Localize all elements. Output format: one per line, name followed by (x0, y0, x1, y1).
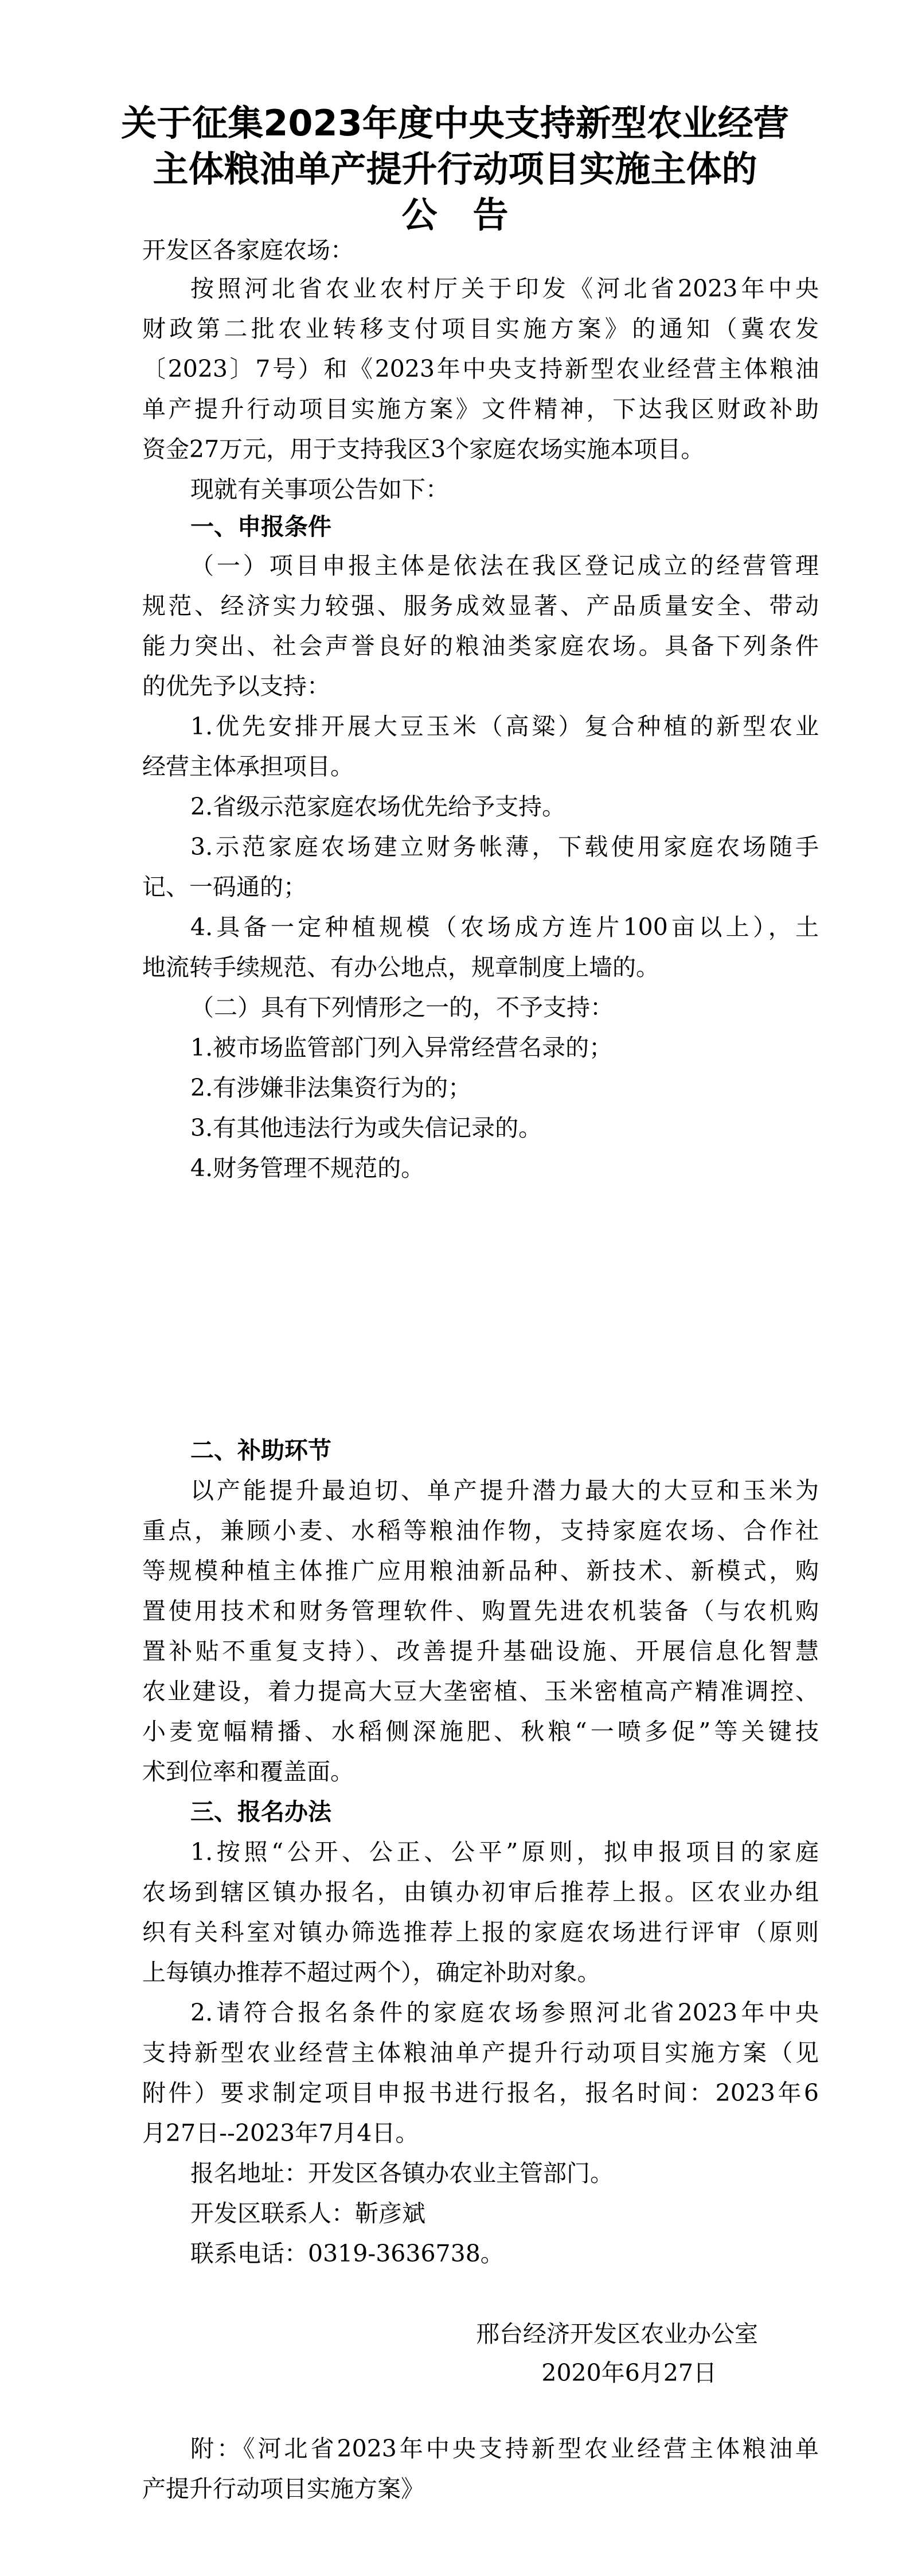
signature-office: 邢台经济开发区农业办公室 (476, 2320, 758, 2348)
intro-line-4: 单产提升行动项目实施方案》文件精神，下达我区财政补助 (142, 395, 819, 423)
s1-p1-line-4: 的优先予以支持： (142, 672, 330, 700)
intro-line-1: 按照河北省农业农村厅关于印发《河北省2023年中央 (190, 275, 819, 302)
s3-m1-line-1: 1.按照“公开、公正、公平”原则，拟申报项目的家庭 (190, 1838, 819, 1866)
attachment-line-2: 产提升行动项目实施方案》 (142, 2475, 424, 2503)
s3-m1-line-3: 织有关科室对镇办筛选推荐上报的家庭农场进行评审（原则 (142, 1919, 819, 1946)
s1-p2: （二）具有下列情形之一的，不予支持： (190, 994, 614, 1021)
intro-line-5: 资金27万元，用于支持我区3个家庭农场实施本项目。 (142, 435, 705, 463)
s2-line-5: 置补贴不重复支持）、改善提升基础设施、开展信息化智慧 (142, 1637, 819, 1665)
s1-cond-4-line-2: 地流转手续规范、有办公地点，规章制度上墙的。 (142, 954, 659, 981)
s3-phone: 联系电话：0319-3636738。 (190, 2240, 504, 2267)
s1-p1-line-3: 能力突出、社会声誉良好的粮油类家庭农场。具备下列条件 (142, 632, 819, 660)
s2-line-8: 术到位率和覆盖面。 (142, 1758, 354, 1785)
s2-line-6: 农业建设，着力提高大豆大垄密植、玉米密植高产精准调控、 (142, 1678, 819, 1705)
s1-excl-1: 1.被市场监管部门列入异常经营名录的； (190, 1034, 613, 1061)
s2-line-3: 等规模种植主体推广应用粮油新品种、新技术、新模式，购 (142, 1557, 819, 1585)
salutation: 开发区各家庭农场： (142, 236, 354, 264)
s2-line-7: 小麦宽幅精播、水稻侧深施肥、秋粮“一喷多促”等关键技 (142, 1718, 819, 1745)
s1-cond-3-line-1: 3.示范家庭农场建立财务帐薄，下载使用家庭农场随手 (190, 833, 819, 861)
s3-contact: 开发区联系人：靳彦斌 (190, 2200, 425, 2227)
s1-p1-line-2: 规范、经济实力较强、服务成效显著、产品质量安全、带动 (142, 592, 819, 620)
s2-line-1: 以产能提升最迫切、单产提升潜力最大的大豆和玉米为 (190, 1477, 819, 1504)
s2-line-2: 重点，兼顾小麦、水稻等粮油作物，支持家庭农场、合作社 (142, 1517, 819, 1544)
s1-cond-1-line-2: 经营主体承担项目。 (142, 753, 354, 780)
s3-m1-line-2: 农场到辖区镇办报名，由镇办初审后推荐上报。区农业办组 (142, 1878, 819, 1906)
section-3-heading: 三、报名办法 (190, 1798, 331, 1826)
title-line-1: 关于征集2023年度中央支持新型农业经营 (121, 102, 789, 144)
s1-p1-line-1: （一）项目申报主体是依法在我区登记成立的经营管理 (190, 552, 819, 579)
s3-address: 报名地址：开发区各镇办农业主管部门。 (190, 2159, 614, 2187)
signature-date: 2020年6月27日 (541, 2359, 717, 2387)
s3-m2-line-3: 附件）要求制定项目申报书进行报名，报名时间：2023年6 (142, 2079, 819, 2107)
s3-m1-line-4: 上每镇办推荐不超过两个），确定补助对象。 (142, 1959, 601, 1986)
section-1-heading: 一、申报条件 (190, 513, 331, 540)
intro-line-3: 〔2023〕7号）和《2023年中央支持新型农业经营主体粮油 (142, 355, 819, 383)
intro-line-2: 财政第二批农业转移支付项目实施方案》的通知（冀农发 (142, 315, 819, 343)
title-line-2: 主体粮油单产提升行动项目实施主体的 (153, 148, 757, 190)
s3-m2-line-1: 2.请符合报名条件的家庭农场参照河北省2023年中央 (190, 1999, 819, 2026)
s1-excl-2: 2.有涉嫌非法集资行为的； (190, 1074, 472, 1102)
s2-line-4: 置使用技术和财务管理软件、购置先进农机装备（与农机购 (142, 1597, 819, 1625)
intro-line-6: 现就有关事项公告如下： (190, 476, 449, 503)
s1-excl-3: 3.有其他违法行为或失信记录的。 (190, 1114, 542, 1142)
s1-cond-1-line-1: 1.优先安排开展大豆玉米（高粱）复合种植的新型农业 (190, 713, 819, 740)
s3-m2-line-4: 月27日--2023年7月4日。 (142, 2119, 419, 2147)
s1-cond-4-line-1: 4.具备一定种植规模（农场成方连片100亩以上），土 (190, 913, 819, 941)
s1-cond-3-line-2: 记、一码通的； (142, 873, 307, 901)
s1-cond-2: 2.省级示范家庭农场优先给予支持。 (190, 793, 566, 820)
s1-excl-4: 4.财务管理不规范的。 (190, 1154, 425, 1182)
attachment-line-1: 附：《河北省2023年中央支持新型农业经营主体粮油单 (190, 2435, 819, 2462)
s3-m2-line-2: 支持新型农业经营主体粮油单产提升行动项目实施方案（见 (142, 2039, 819, 2067)
section-2-heading: 二、补助环节 (190, 1437, 331, 1464)
title-line-3: 公 告 (401, 194, 509, 236)
